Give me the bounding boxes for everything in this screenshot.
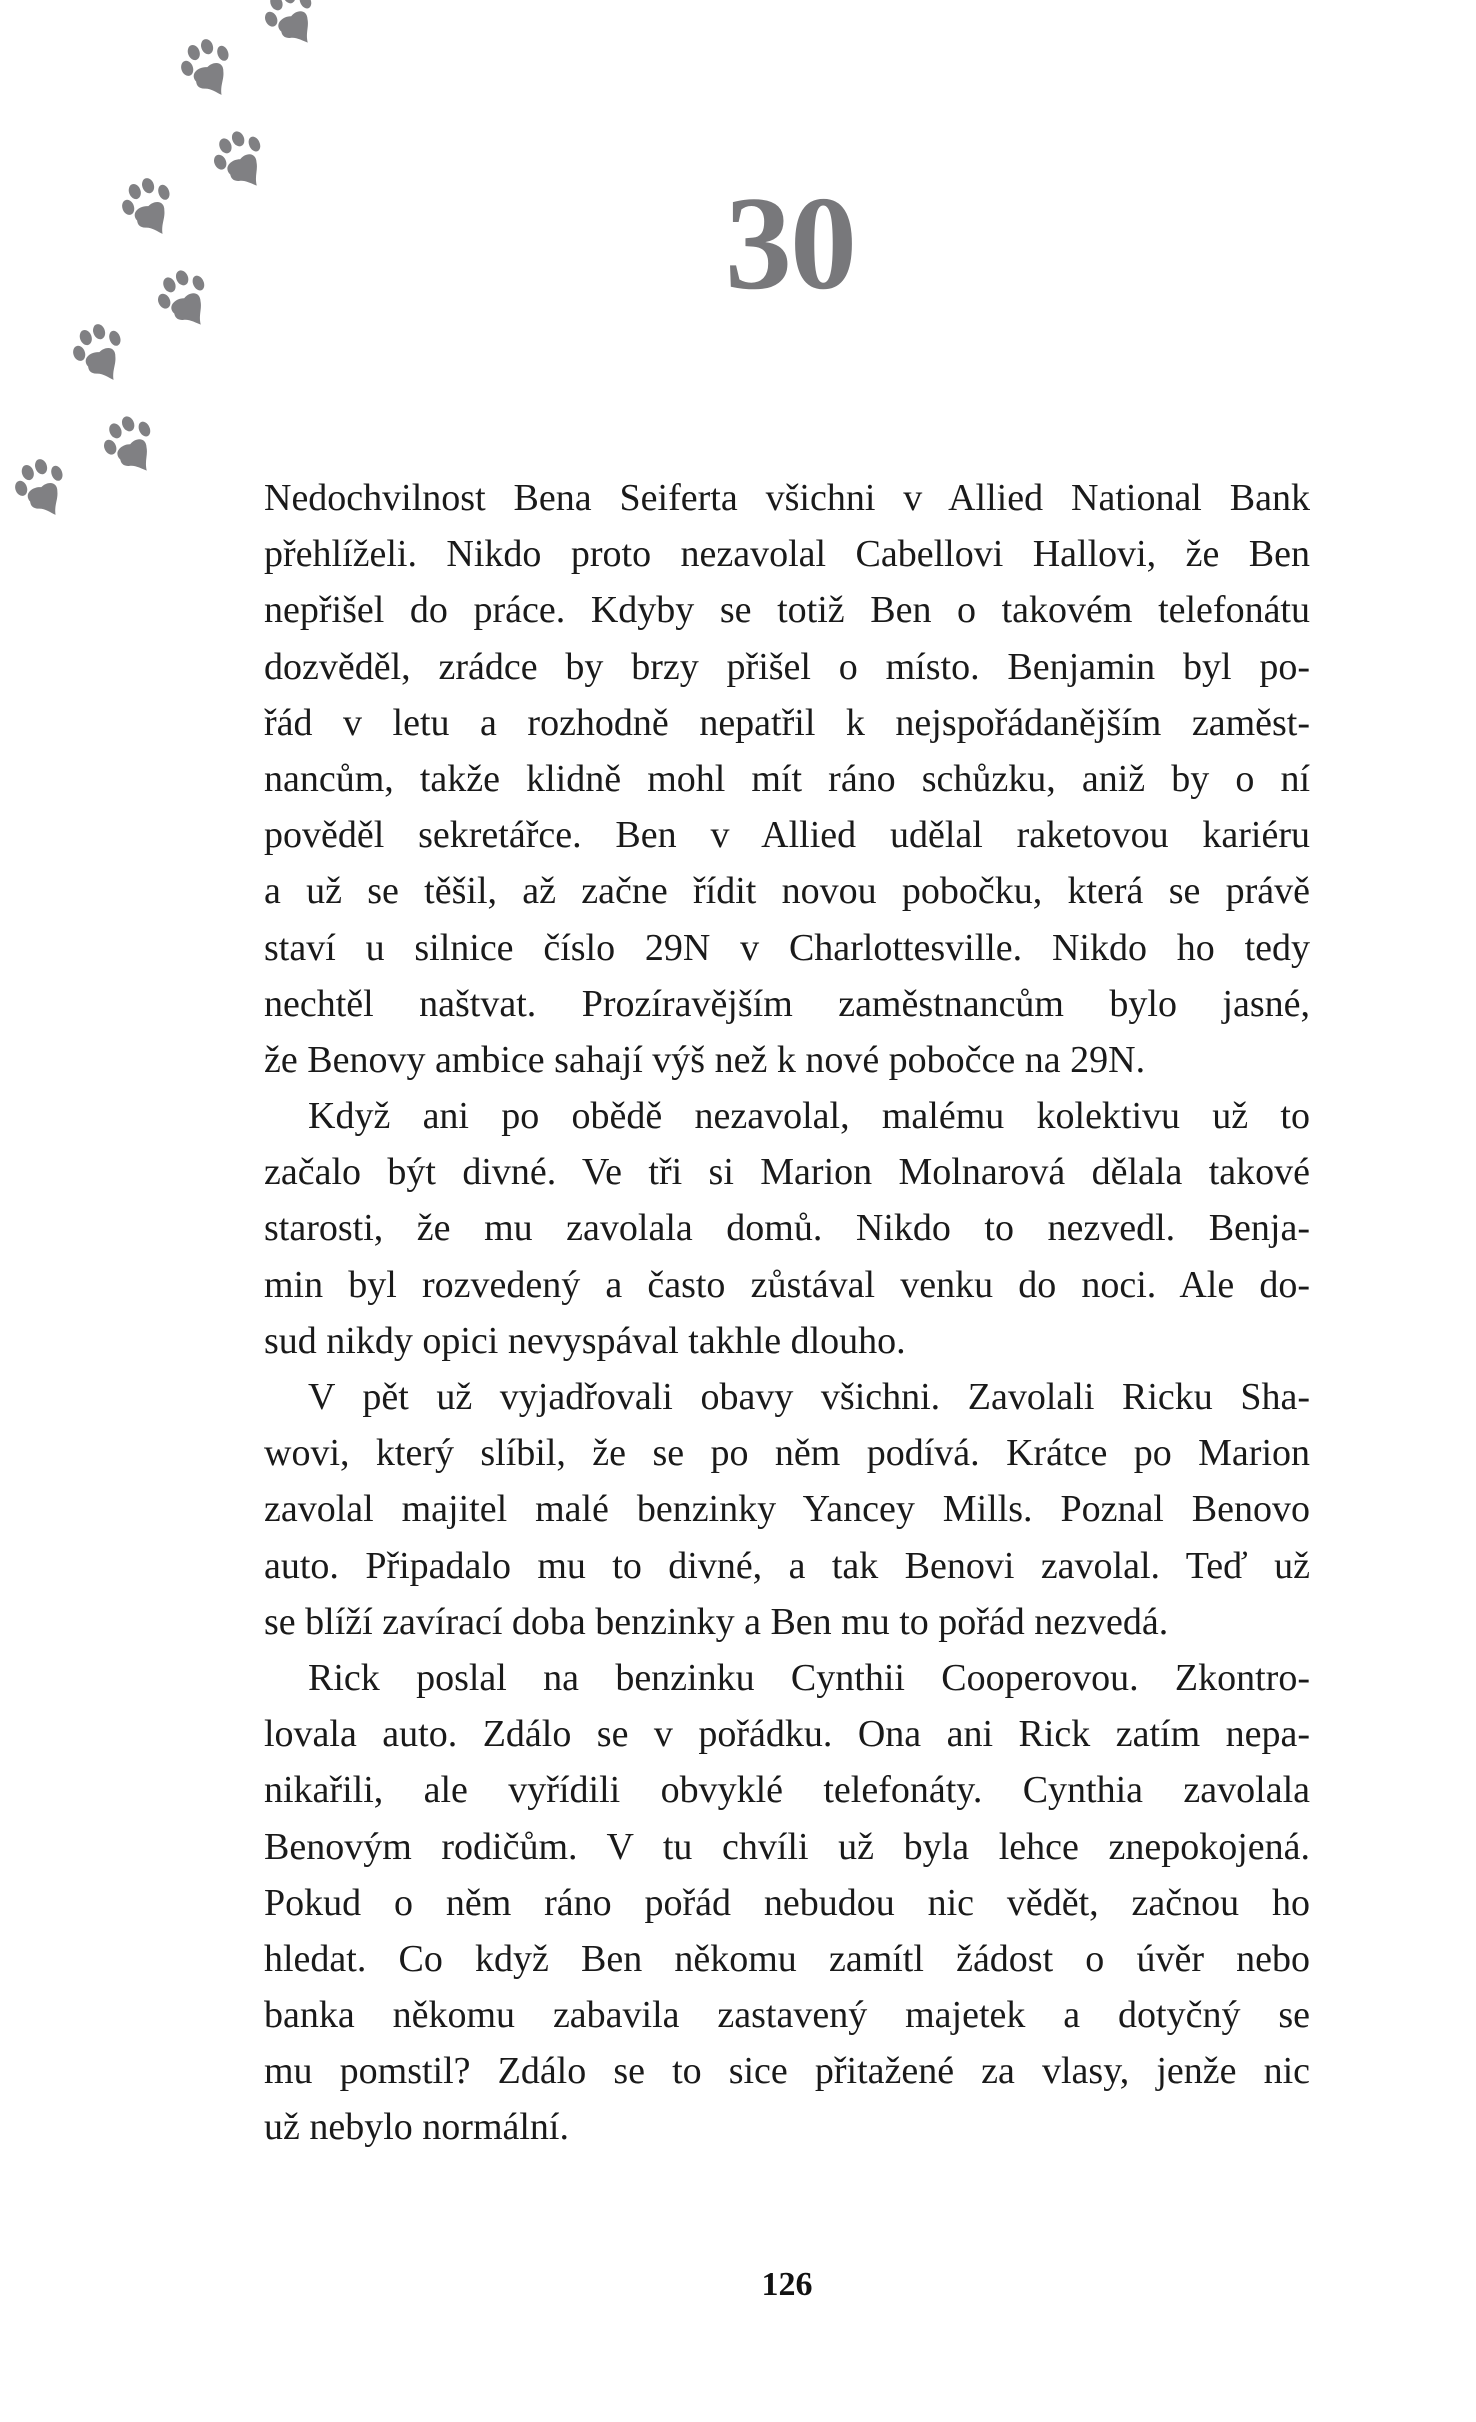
text-line: nechtěl naštvat. Prozíravějším zaměstnancům bylo jasné, (264, 982, 1310, 1025)
text-line: hledat. Co když Ben někomu zamítl žádost o úvěr nebo (264, 1937, 1310, 1980)
text-line: auto. Připadalo mu to divné, a tak Benovi zavolal. Teď už (264, 1544, 1310, 1587)
text-line: sud nikdy opici nevyspával takhle dlouho. (264, 1319, 906, 1362)
text-line: nancům, takže klidně mohl mít ráno schůzku, aniž by o ní (264, 757, 1310, 800)
chapter-number: 30 (725, 169, 855, 317)
text-line: zavolal majitel malé benzinky Yancey Mills. Poznal Benovo (264, 1488, 1310, 1531)
paw-print-icon (92, 406, 171, 487)
text-line: a už se těšil, až začne řídit novou pobočku, která se právě (264, 870, 1310, 913)
text-line: začalo být divné. Ve tři si Marion Molnarová dělala takové (264, 1151, 1310, 1194)
text-line: staví u silnice číslo 29N v Charlottesville. Nikdo ho tedy (264, 926, 1310, 969)
text-line: Benovým rodičům. V tu chvíli už byla lehce znepokojená. (264, 1825, 1310, 1868)
paw-print-icon (62, 315, 138, 393)
text-line: min byl rozvedený a často zůstával venku do noci. Ale do- (264, 1263, 1310, 1306)
paw-print-icon (253, 0, 332, 58)
body-text (264, 470, 1310, 2156)
text-line: Rick poslal na benzinku Cynthii Cooperovou. Zkontro- (308, 1656, 1310, 1699)
text-line: že Benovy ambice sahají výš než k nové pobočce na 29N. (264, 1038, 1146, 1081)
text-line: už nebylo normální. (264, 2106, 569, 2149)
text-line: dozvěděl, zrádce by brzy přišel o místo. Benjamin byl po- (264, 645, 1310, 688)
text-line: Pokud o něm ráno pořád nebudou nic vědět, začnou ho (264, 1881, 1310, 1924)
text-line: V pět už vyjadřovali obavy všichni. Zavolali Ricku Sha- (308, 1376, 1310, 1418)
text-line: banka někomu zabavila zastavený majetek a dotyčný se (264, 1994, 1310, 2037)
text-line: mu pomstil? Zdálo se to sice přitažené za vlasy, jenže nic (264, 2050, 1310, 2093)
paw-print-icon (146, 260, 225, 341)
page-number: 126 (761, 2266, 813, 2303)
text-line: pověděl sekretářce. Ben v Allied udělal raketovou kariéru (264, 814, 1310, 857)
paw-print-icon (111, 169, 187, 247)
text-line: přehlíželi. Nikdo proto nezavolal Cabellovi Hallovi, že Ben (264, 533, 1310, 576)
text-line: nepřišel do práce. Kdyby se totiž Ben o takovém telefonátu (264, 589, 1310, 632)
text-line: wovi, který slíbil, že se po něm podívá. Krátce po Marion (264, 1432, 1310, 1475)
paw-print-icon (170, 30, 246, 108)
text-line: řád v letu a rozhodně nepatřil k nejspořádanějším zaměst- (264, 701, 1310, 744)
text-line: nikařili, ale vyřídili obvyklé telefonáty. Cynthia zavolala (264, 1769, 1310, 1812)
paw-print-icon (4, 450, 80, 528)
text-line: Nedochvilnost Bena Seiferta všichni v Allied National Bank (264, 477, 1310, 519)
text-line: se blíží zavírací doba benzinky a Ben mu to pořád nezvedá. (264, 1600, 1169, 1643)
text-line: lovala auto. Zdálo se v pořádku. Ona ani Rick zatím nepa- (264, 1713, 1310, 1756)
text-line: Když ani po obědě nezavolal, malému kolektivu už to (308, 1095, 1310, 1138)
paw-print-icon (202, 121, 281, 202)
text-line: starosti, že mu zavolala domů. Nikdo to nezvedl. Benja- (264, 1207, 1310, 1250)
